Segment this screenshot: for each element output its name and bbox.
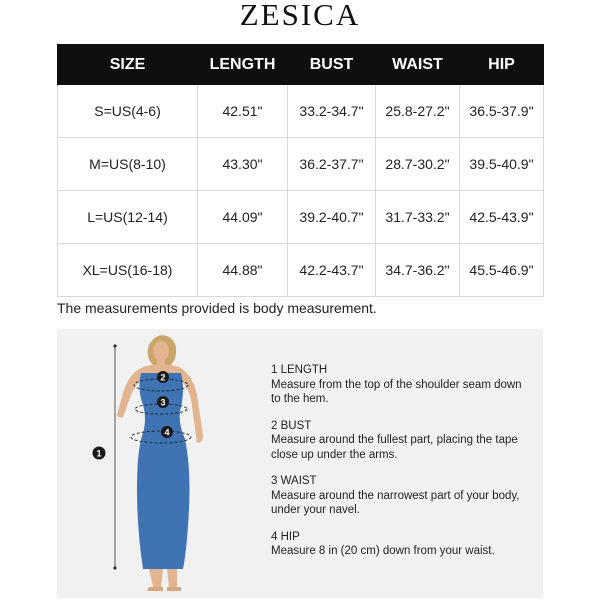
length-cell: 44.09" — [198, 191, 288, 244]
length-guide-bottom-dot — [113, 566, 116, 569]
hip-cell: 42.5-43.9" — [460, 191, 544, 244]
instruction-length — [271, 363, 531, 407]
waist-cell: 28.7-30.2" — [376, 138, 460, 191]
instruction-hip — [271, 530, 531, 559]
instruction-text: Measure from the top of the shoulder seam down to the hem. — [271, 378, 522, 405]
waist-cell: 31.7-33.2" — [376, 191, 460, 244]
size-cell: L=US(12-14) — [58, 191, 198, 244]
marker-3-label: 3 — [160, 397, 166, 408]
instruction-text: Measure 8 in (20 cm) down from your waist. — [271, 545, 495, 557]
waist-cell: 34.7-36.2" — [376, 244, 460, 297]
bust-cell: 39.2-40.7" — [288, 191, 376, 244]
model-figure — [57, 329, 257, 598]
table-row — [58, 244, 544, 297]
instruction-title: 2 BUST — [271, 419, 312, 432]
bust-cell: 36.2-37.7" — [288, 138, 376, 191]
marker-1-label: 1 — [96, 448, 102, 459]
size-chart-table — [57, 44, 544, 297]
column-header-hip: HIP — [460, 45, 544, 85]
column-header-waist: WAIST — [376, 45, 460, 85]
model-shoes — [147, 587, 181, 591]
size-cell: M=US(8-10) — [58, 138, 198, 191]
instruction-text: Measure around the narrowest part of your body, under your navel. — [271, 489, 520, 516]
hip-cell: 45.5-46.9" — [460, 244, 544, 297]
length-guide-top-dot — [113, 344, 116, 347]
table-row — [58, 191, 544, 244]
instruction-title: 3 WAIST — [271, 475, 317, 487]
instruction-title: 1 LENGTH — [271, 364, 328, 376]
model-head — [153, 341, 169, 361]
hip-cell: 39.5-40.9" — [460, 138, 544, 191]
measuring-guide-panel — [57, 329, 543, 598]
column-header-length: LENGTH — [198, 45, 288, 85]
instruction-title: 4 HIP — [271, 530, 300, 543]
size-cell: S=US(4-6) — [58, 85, 198, 138]
table-row — [58, 85, 544, 138]
instruction-bust — [271, 419, 531, 463]
measurement-instructions — [271, 363, 531, 571]
length-cell: 42.51" — [198, 85, 288, 138]
bust-cell: 33.2-34.7" — [288, 85, 376, 138]
bust-cell: 42.2-43.7" — [288, 244, 376, 297]
column-header-bust: BUST — [288, 45, 376, 85]
measurement-note: The measurements provided is body measurement. — [57, 300, 377, 316]
model-legs — [149, 569, 177, 587]
table-row — [58, 138, 544, 191]
instruction-waist — [271, 474, 531, 518]
length-cell: 43.30" — [198, 138, 288, 191]
marker-4-label: 4 — [164, 427, 170, 438]
hip-cell: 36.5-37.9" — [460, 85, 544, 138]
size-cell: XL=US(16-18) — [58, 244, 198, 297]
length-cell: 44.88" — [198, 244, 288, 297]
brand-logo: ZESICA — [239, 0, 361, 32]
table-header-row — [58, 45, 544, 85]
column-header-size: SIZE — [58, 45, 198, 85]
marker-2-label: 2 — [160, 372, 166, 383]
waist-cell: 25.8-27.2" — [376, 85, 460, 138]
instruction-text: Measure around the fullest part, placing the tape close up under the arms. — [271, 434, 518, 461]
